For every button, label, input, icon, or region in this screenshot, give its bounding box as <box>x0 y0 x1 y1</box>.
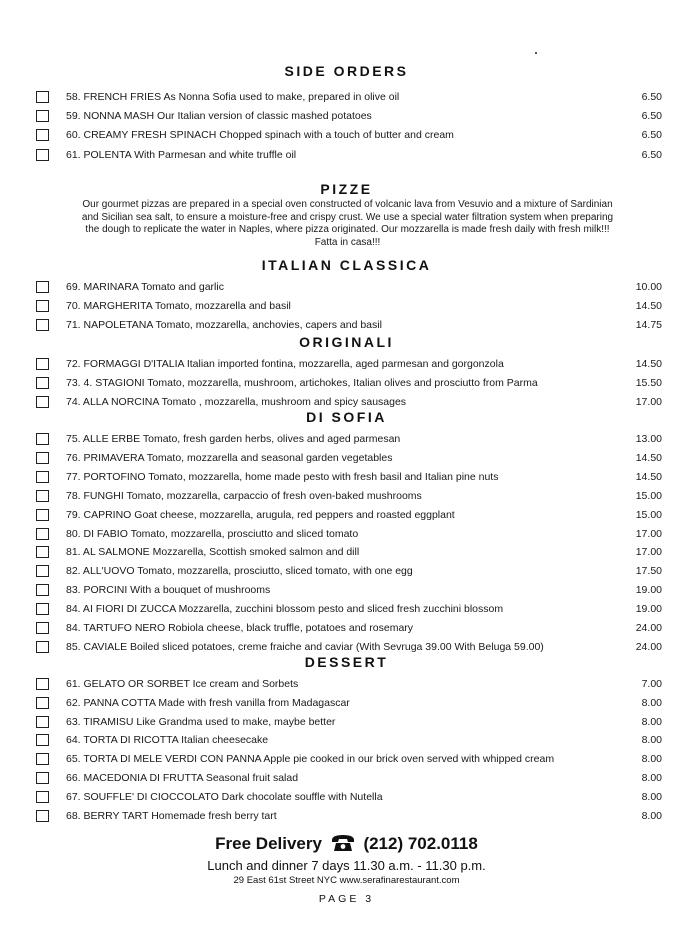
menu-item-row <box>36 507 662 523</box>
order-checkbox[interactable] <box>36 641 49 653</box>
menu-item-price: 15.50 <box>635 377 662 390</box>
menu-item-price: 14.75 <box>635 319 662 332</box>
menu-item-row <box>36 563 662 579</box>
order-checkbox[interactable] <box>36 281 49 293</box>
order-checkbox[interactable] <box>36 433 49 445</box>
order-checkbox[interactable] <box>36 377 49 389</box>
menu-item-description: 61. POLENTA With Parmesan and white truffle oil <box>66 148 297 161</box>
menu-item-description: 76. PRIMAVERA Tomato, mozzarella and seasonal garden vegetables <box>66 451 393 464</box>
menu-item-price: 14.50 <box>635 358 662 370</box>
free-delivery-label: Free Delivery <box>215 834 322 853</box>
menu-item-price: 17.00 <box>635 527 662 540</box>
menu-item-row <box>36 488 662 504</box>
order-checkbox[interactable] <box>36 396 49 408</box>
order-checkbox[interactable] <box>36 753 49 765</box>
menu-item-price: 14.50 <box>635 470 662 483</box>
menu-item-row <box>36 298 662 314</box>
order-checkbox[interactable] <box>36 791 49 803</box>
delivery-line <box>0 834 693 857</box>
menu-item-row <box>36 544 662 560</box>
menu-item-row <box>36 127 662 143</box>
menu-item-description: 58. FRENCH FRIES As Nonna Sofia used to make, prepared in olive oil <box>66 91 400 103</box>
order-checkbox[interactable] <box>36 734 49 746</box>
scan-speck <box>535 52 537 54</box>
menu-item-row <box>36 394 662 410</box>
menu-item-description: 71. NAPOLETANA Tomato, mozzarella, anchovies, capers and basil <box>66 319 382 332</box>
order-checkbox[interactable] <box>36 110 49 122</box>
menu-item-price: 8.00 <box>641 715 662 728</box>
menu-item-description: 81. AL SALMONE Mozzarella, Scottish smoked salmon and dill <box>66 546 360 559</box>
menu-item-price: 10.00 <box>635 281 662 293</box>
menu-item-price: 8.00 <box>641 696 662 709</box>
menu-item-row <box>36 89 662 105</box>
menu-item-price: 8.00 <box>641 790 662 803</box>
menu-item-description: 61. GELATO OR SORBET Ice cream and Sorbets <box>66 678 299 690</box>
pizze-intro: Our gourmet pizzas are prepared in a special oven constructed of volcanic lava from Vesuvio and a mixture of Sardinian and Sicilian sea salt, to ensure a moisture-free and crispy crust. We use a special water filtration system when preparing the dough to replicate the water in Naples, where pizza originated. Our mozzarella is made fresh daily with fresh milk!!! Fatta in casa!!! <box>81 199 614 248</box>
menu-item-price: 17.00 <box>635 546 662 559</box>
menu-item-description: 62. PANNA COTTA Made with fresh vanilla from Madagascar <box>66 696 350 709</box>
menu-item-row <box>36 582 662 598</box>
menu-item-price: 13.00 <box>635 433 662 445</box>
menu-item-price: 8.00 <box>641 772 662 784</box>
order-checkbox[interactable] <box>36 697 49 709</box>
menu-item-description: 73. 4. STAGIONI Tomato, mozzarella, mushroom, artichokes, Italian olives and prosciutto from Parma <box>66 377 538 390</box>
menu-item-row <box>36 714 662 730</box>
menu-item-price: 6.50 <box>641 110 662 123</box>
menu-item-description: 84. AI FIORI DI ZUCCA Mozzarella, zucchini blossom pesto and sliced fresh zucchini blossom <box>66 603 504 616</box>
menu-item-row <box>36 317 662 333</box>
menu-item-description: 80. DI FABIO Tomato, mozzarella, prosciutto and sliced tomato <box>66 527 359 540</box>
menu-item-price: 19.00 <box>635 584 662 597</box>
side-orders-heading: SIDE ORDERS <box>284 63 409 79</box>
order-checkbox[interactable] <box>36 149 49 161</box>
menu-item-row <box>36 108 662 124</box>
order-checkbox[interactable] <box>36 509 49 521</box>
menu-item-row <box>36 620 662 636</box>
menu-item-description: 70. MARGHERITA Tomato, mozzarella and basil <box>66 300 291 313</box>
menu-item-price: 14.50 <box>635 300 662 313</box>
order-checkbox[interactable] <box>36 584 49 596</box>
menu-item-description: 65. TORTA DI MELE VERDI CON PANNA Apple pie cooked in our brick oven served with whipped cream <box>66 753 555 766</box>
menu-item-price: 7.00 <box>641 678 662 690</box>
menu-item-description: 84. TARTUFO NERO Robiola cheese, black truffle, potatoes and rosemary <box>66 622 414 634</box>
address-line: 29 East 61st Street NYC www.serafinarestaurant.com <box>233 875 460 886</box>
menu-item-row <box>36 770 662 786</box>
order-checkbox[interactable] <box>36 810 49 822</box>
menu-item-price: 6.50 <box>641 129 662 142</box>
menu-item-price: 15.00 <box>635 489 662 502</box>
menu-item-row <box>36 732 662 748</box>
menu-item-row <box>36 526 662 542</box>
phone-number[interactable]: (212) 702.0118 <box>363 834 478 853</box>
menu-item-price: 6.50 <box>641 148 662 161</box>
menu-item-row <box>36 789 662 805</box>
menu-item-price: 8.00 <box>641 753 662 766</box>
italian-classica-heading: ITALIAN CLASSICA <box>261 257 432 273</box>
menu-item-description: 64. TORTA DI RICOTTA Italian cheesecake <box>66 734 269 747</box>
menu-item-price: 24.00 <box>635 622 662 634</box>
menu-item-row <box>36 431 662 447</box>
order-checkbox[interactable] <box>36 546 49 558</box>
originali-heading: ORIGINALI <box>299 334 394 350</box>
menu-item-row <box>36 450 662 466</box>
menu-item-row <box>36 356 662 372</box>
menu-item-description: 59. NONNA MASH Our Italian version of classic mashed potatoes <box>66 110 372 123</box>
order-checkbox[interactable] <box>36 490 49 502</box>
menu-item-price: 6.50 <box>641 91 662 103</box>
menu-item-description: 74. ALLA NORCINA Tomato , mozzarella, mushroom and spicy sausages <box>66 396 407 409</box>
menu-item-row <box>36 695 662 711</box>
menu-item-price: 8.00 <box>641 809 662 822</box>
menu-item-description: 79. CAPRINO Goat cheese, mozzarella, arugula, red peppers and roasted eggplant <box>66 508 455 521</box>
menu-item-price: 15.00 <box>635 508 662 521</box>
order-checkbox[interactable] <box>36 716 49 728</box>
order-checkbox[interactable] <box>36 471 49 483</box>
dessert-heading: DESSERT <box>304 654 389 670</box>
menu-item-row <box>36 676 662 692</box>
menu-item-row <box>36 808 662 824</box>
order-checkbox[interactable] <box>36 528 49 540</box>
menu-item-description: 77. PORTOFINO Tomato, mozzarella, home made pesto with fresh basil and Italian pine nuts <box>66 470 499 483</box>
order-checkbox[interactable] <box>36 452 49 464</box>
order-checkbox[interactable] <box>36 622 49 634</box>
menu-item-price: 8.00 <box>641 734 662 747</box>
menu-item-price: 19.00 <box>635 603 662 616</box>
page-number: PAGE 3 <box>318 893 375 905</box>
order-checkbox[interactable] <box>36 358 49 370</box>
order-checkbox[interactable] <box>36 129 49 141</box>
menu-item-price: 17.00 <box>635 396 662 409</box>
menu-item-description: 60. CREAMY FRESH SPINACH Chopped spinach with a touch of butter and cream <box>66 129 454 142</box>
menu-item-row <box>36 601 662 617</box>
menu-item-row <box>36 751 662 767</box>
menu-item-description: 85. CAVIALE Boiled sliced potatoes, creme fraiche and caviar (With Sevruga 39.00 With Beluga 59.00) <box>66 640 544 653</box>
menu-item-price: 14.50 <box>635 451 662 464</box>
menu-item-description: 83. PORCINI With a bouquet of mushrooms <box>66 584 271 597</box>
menu-item-row <box>36 279 662 295</box>
menu-item-row <box>36 639 662 655</box>
menu-item-description: 68. BERRY TART Homemade fresh berry tart <box>66 809 277 822</box>
order-checkbox[interactable] <box>36 319 49 331</box>
menu-item-row <box>36 375 662 391</box>
menu-item-row <box>36 469 662 485</box>
menu-item-description: 67. SOUFFLE' DI CIOCCOLATO Dark chocolate souffle with Nutella <box>66 790 383 803</box>
opening-hours: Lunch and dinner 7 days 11.30 a.m. - 11.30 p.m. <box>207 858 486 873</box>
telephone-icon <box>331 834 355 857</box>
menu-item-row <box>36 147 662 163</box>
order-checkbox[interactable] <box>36 603 49 615</box>
menu-item-description: 78. FUNGHI Tomato, mozzarella, carpaccio of fresh oven-baked mushrooms <box>66 489 422 502</box>
order-checkbox[interactable] <box>36 565 49 577</box>
menu-item-description: 75. ALLE ERBE Tomato, fresh garden herbs, olives and aged parmesan <box>66 433 401 445</box>
order-checkbox[interactable] <box>36 91 49 103</box>
pizze-heading: PIZZE <box>320 181 373 197</box>
menu-item-description: 72. FORMAGGI D'ITALIA Italian imported fontina, mozzarella, aged parmesan and gorgonzola <box>66 358 504 370</box>
menu-item-description: 82. ALL'UOVO Tomato, mozzarella, prosciutto, sliced tomato, with one egg <box>66 565 413 578</box>
menu-item-description: 69. MARINARA Tomato and garlic <box>66 281 224 293</box>
order-checkbox[interactable] <box>36 772 49 784</box>
order-checkbox[interactable] <box>36 300 49 312</box>
menu-item-price: 17.50 <box>635 565 662 578</box>
menu-item-price: 24.00 <box>635 640 662 653</box>
order-checkbox[interactable] <box>36 678 49 690</box>
di-sofia-heading: DI SOFIA <box>306 409 387 425</box>
menu-item-description: 66. MACEDONIA DI FRUTTA Seasonal fruit salad <box>66 772 299 784</box>
menu-item-description: 63. TIRAMISU Like Grandma used to make, maybe better <box>66 715 336 728</box>
